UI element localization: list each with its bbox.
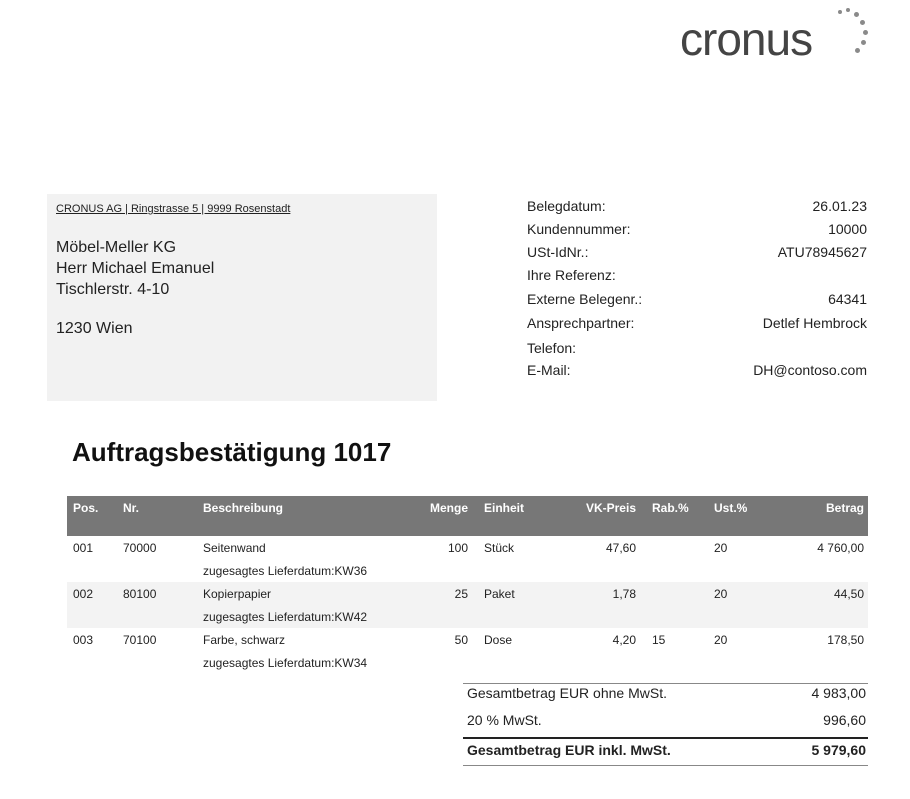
- logo-dot: [846, 8, 850, 12]
- table-header: [67, 496, 868, 536]
- recipient-city: 1230 Wien: [56, 320, 133, 337]
- table-row: [67, 628, 868, 674]
- table-row: [67, 582, 868, 628]
- col-header-nr: Nr.: [123, 501, 140, 515]
- cell-amount: 178,50: [827, 633, 864, 647]
- cell-description: Seitenwand: [203, 541, 266, 555]
- cell-pos: 001: [73, 541, 94, 555]
- cell-vat: 20: [714, 541, 728, 555]
- info-label: Externe Belegenr.:: [527, 291, 643, 307]
- cell-quantity: 100: [447, 541, 468, 555]
- cell-nr: 80100: [123, 587, 157, 601]
- logo-dot: [861, 40, 866, 45]
- col-header-pos: Pos.: [73, 501, 99, 515]
- cell-unit: Stück: [484, 541, 515, 555]
- company-logo: [680, 6, 880, 66]
- col-header-price: VK-Preis: [585, 501, 636, 515]
- logo-text: cronus: [680, 13, 813, 65]
- vat-value: 996,60: [823, 712, 866, 728]
- cell-description: Farbe, schwarz: [203, 633, 286, 647]
- totals-divider: [463, 683, 868, 684]
- col-header-unit: Einheit: [484, 501, 525, 515]
- info-value: 64341: [828, 291, 867, 307]
- cell-quantity: 50: [454, 633, 468, 647]
- col-header-discount: Rab.%: [652, 501, 689, 515]
- info-label: Ansprechpartner:: [527, 315, 635, 331]
- logo-dot: [854, 12, 859, 17]
- totals-divider-strong: [463, 737, 868, 739]
- info-label: Kundennummer:: [527, 221, 631, 237]
- total-gross-value: 5 979,60: [811, 742, 866, 758]
- cell-pos: 002: [73, 587, 94, 601]
- totals-bottom-divider: [463, 765, 868, 766]
- cell-description: Kopierpapier: [203, 587, 272, 601]
- recipient-company: Möbel-Meller KG: [56, 239, 177, 256]
- info-label: E-Mail:: [527, 362, 571, 378]
- col-header-quantity: Menge: [429, 501, 468, 515]
- cell-amount: 44,50: [833, 587, 864, 601]
- cell-delivery-note: zugesagtes Lieferdatum:KW34: [203, 656, 368, 670]
- logo-dot: [860, 20, 865, 25]
- recipient-street: Tischlerstr. 4-10: [56, 281, 170, 298]
- document-title: Auftragsbestätigung 1017: [72, 437, 392, 467]
- cell-price: 4,20: [612, 633, 636, 647]
- col-header-description: Beschreibung: [203, 501, 284, 515]
- info-value: 26.01.23: [812, 198, 867, 214]
- info-value: Detlef Hembrock: [762, 315, 867, 331]
- info-value: ATU78945627: [777, 244, 867, 260]
- cell-pos: 003: [73, 633, 94, 647]
- cell-price: 1,78: [612, 587, 636, 601]
- total-gross-label: Gesamtbetrag EUR inkl. MwSt.: [467, 742, 671, 758]
- cell-amount: 4 760,00: [817, 541, 864, 555]
- logo-dot: [855, 48, 860, 53]
- cell-nr: 70000: [123, 541, 157, 555]
- cell-discount: 15: [652, 633, 666, 647]
- info-value: 10000: [828, 221, 867, 237]
- cell-price: 47,60: [605, 541, 636, 555]
- info-label: Telefon:: [527, 340, 577, 356]
- col-header-amount: Betrag: [825, 501, 864, 515]
- cell-unit: Dose: [484, 633, 513, 647]
- recipient-contact: Herr Michael Emanuel: [56, 260, 215, 277]
- total-net-value: 4 983,00: [811, 685, 866, 701]
- info-value: DH@contoso.com: [753, 362, 867, 378]
- cell-quantity: 25: [454, 587, 468, 601]
- cell-vat: 20: [714, 587, 728, 601]
- total-net-label: Gesamtbetrag EUR ohne MwSt.: [467, 685, 667, 701]
- sender-line: CRONUS AG | Ringstrasse 5 | 9999 Rosenstadt: [56, 203, 291, 215]
- cell-vat: 20: [714, 633, 728, 647]
- col-header-vat: Ust.%: [714, 501, 748, 515]
- cell-delivery-note: zugesagtes Lieferdatum:KW42: [203, 610, 368, 624]
- address-box: [47, 194, 437, 401]
- vat-label: 20 % MwSt.: [467, 712, 542, 728]
- info-label: Ihre Referenz:: [527, 267, 616, 283]
- logo-dot: [838, 10, 842, 14]
- cell-unit: Paket: [484, 587, 515, 601]
- info-label: USt-IdNr.:: [527, 244, 589, 260]
- table-row: [67, 536, 868, 582]
- info-label: Belegdatum:: [527, 198, 606, 214]
- cell-delivery-note: zugesagtes Lieferdatum:KW36: [203, 564, 368, 578]
- cell-nr: 70100: [123, 633, 157, 647]
- logo-dot: [863, 30, 868, 35]
